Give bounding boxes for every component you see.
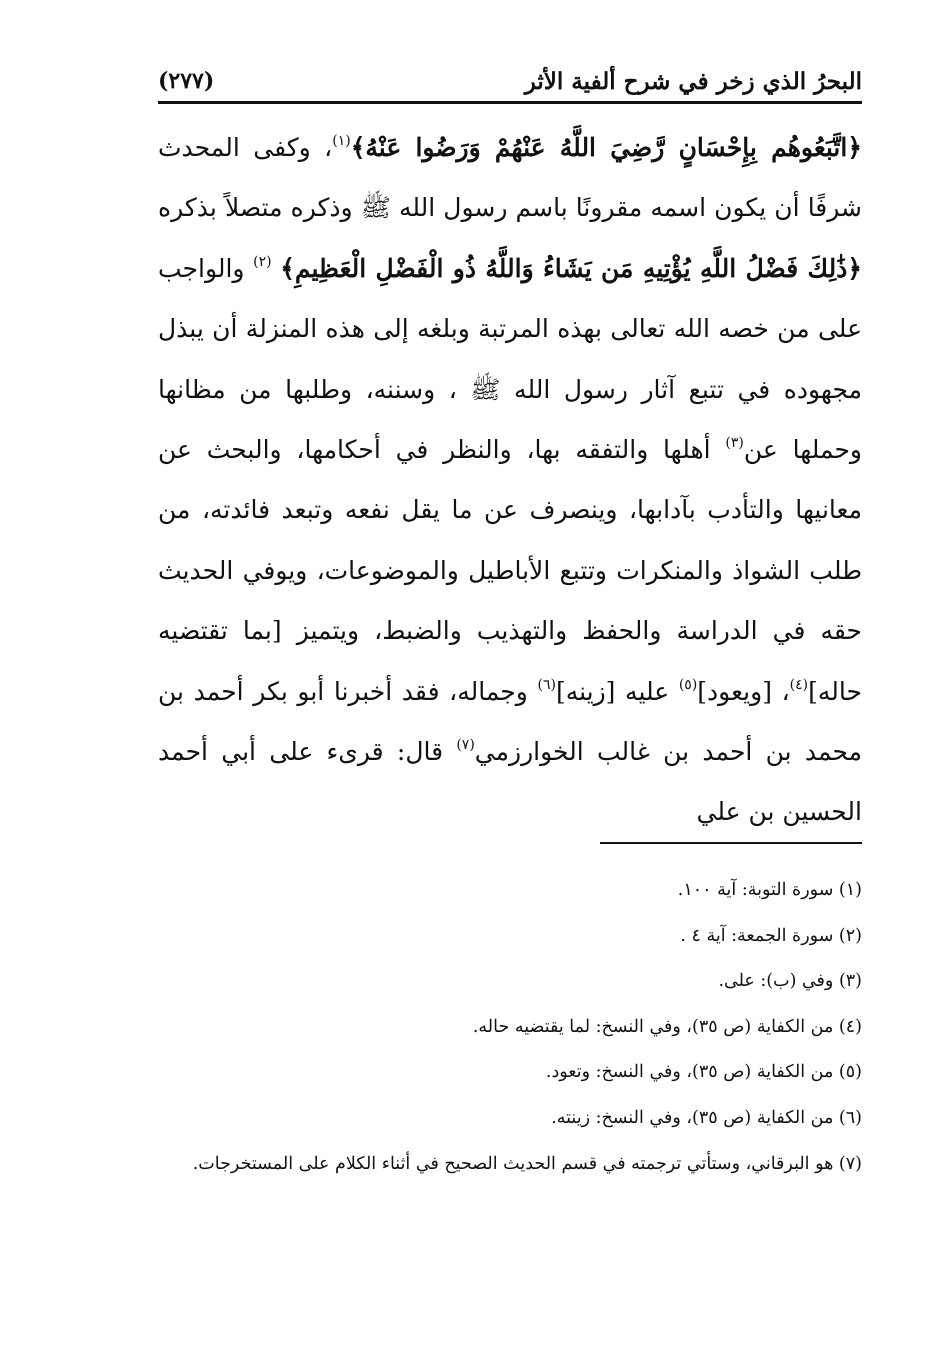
text-segment: والواجب على من خصه الله تعالى بهذه المرتبة وبلغه إلى هذه المنزلة أن يبذل مجهوده في تتبع آثار رسول الله ﷺ ، وسننه، وطلبها من مظانها وحملها عن <box>158 253 863 465</box>
header-rule <box>158 101 862 104</box>
footnote-separator <box>600 842 862 844</box>
footnote-7: (٧) هو البرقاني، وستأتي ترجمته في قسم الحديث الصحيح في أثناء الكلام على المستخرجات. <box>192 1153 862 1174</box>
page-header <box>158 62 862 104</box>
text-segment: أهلها والتفقه بها، والنظر في أحكامها، والبحث عن معانيها والتأدب بآدابها، وينصرف عن ما يقل نفعه وتبعد فائدته، من طلب الشواذ والمنكرات وتتبع الأباطيل والموضوعات، ويوفي الحديث حقه في الدراسة والحفظ والتهذيب والضبط، ويتميز [بما تقتضيه حاله] <box>158 435 862 706</box>
text-segment: قال: قرىء على أبي أحمد الحسين بن علي <box>158 737 862 827</box>
text-segment: ، وكفى المحدث شرفًا أن يكون اسمه مقرونًا باسم رسول الله ﷺ وذكره متصلاً بذكره <box>158 133 862 223</box>
footnote-ref-7[interactable]: (٧) <box>456 737 475 754</box>
footnote-ref-6[interactable]: (٦) <box>537 676 556 693</box>
main-paragraph <box>158 118 862 843</box>
quran-verse-tawbah: اتَّبَعُوهُم بِإِحْسَانٍ رَّضِيَ اللَّهُ عَنْهُمْ وَرَضُوا عَنْهُ <box>365 133 848 162</box>
footnote-6: (٦) من الكفاية (ص ٣٥)، وفي النسخ: زينته. <box>551 1107 862 1128</box>
footnote-5: (٥) من الكفاية (ص ٣٥)، وفي النسخ: وتعود. <box>545 1062 862 1083</box>
footnote-ref-5[interactable]: (٥) <box>678 676 698 693</box>
text-segment: عليه [زينه] <box>555 676 679 706</box>
footnote-ref-1[interactable]: (١) <box>332 133 351 149</box>
footnote-2: (٢) سورة الجمعة: آية ٤ . <box>680 925 862 946</box>
footnote-3: (٣) وفي (ب): على. <box>718 971 862 992</box>
main-text <box>158 118 862 843</box>
running-title: البحرُ الذي زخر في شرح ألفية الأثر <box>524 68 862 95</box>
footnote-ref-3[interactable]: (٣) <box>725 435 744 452</box>
footnote-4: (٤) من الكفاية (ص ٣٥)، وفي النسخ: لما يقتضيه حاله. <box>472 1016 862 1037</box>
page-number: (٢٧٧) <box>158 68 215 94</box>
quran-bracket-close: ﴾ <box>280 253 295 283</box>
text-segment: ، [ويعود] <box>697 676 790 706</box>
quran-bracket-close: ﴾ <box>350 133 366 162</box>
quran-verse-jumuah: ذَٰلِكَ فَضْلُ اللَّهِ يُؤْتِيهِ مَن يَشَاءُ وَاللَّهُ ذُو الْفَضْلِ الْعَظِيمِ <box>294 253 848 283</box>
footnote-1: (١) سورة التوبة: آية ١٠٠. <box>677 880 862 900</box>
footnote-ref-2[interactable]: (٢) <box>253 253 272 270</box>
quran-bracket-open: ﴿ <box>847 133 862 162</box>
footnotes <box>158 868 862 1187</box>
text-segment: وجماله، فقد أخبرنا أبو بكر أحمد بن محمد بن أحمد بن غالب الخوارزمي <box>158 676 862 767</box>
footnote-ref-4[interactable]: (٤) <box>789 676 809 693</box>
quran-bracket-open: ﴿ <box>847 253 863 283</box>
